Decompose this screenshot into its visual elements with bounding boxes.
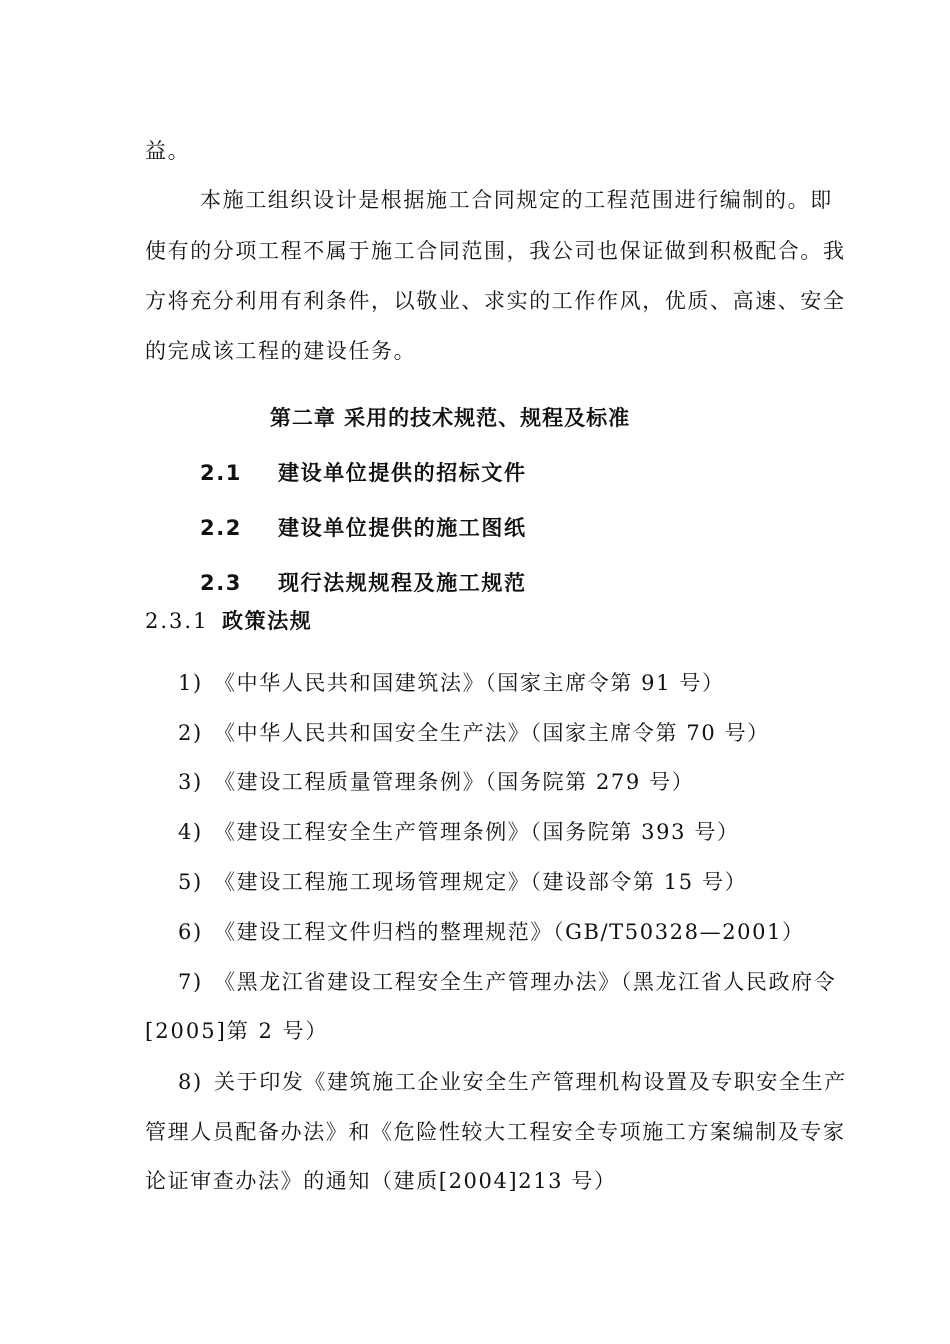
chapter-title: 第二章 采用的技术规范、规程及标准 <box>269 406 631 430</box>
list-item <box>178 767 848 797</box>
section-title: 建设单位提供的招标文件 <box>278 461 527 485</box>
list-item-number: 6) <box>178 920 203 944</box>
list-item-text: 《建设工程安全生产管理条例》（国务院第 393 号） <box>214 820 740 844</box>
section-title: 现行法规规程及施工规范 <box>278 571 527 595</box>
list-item-continuation: [2005]第 2 号） <box>145 1019 329 1043</box>
list-item-text: 《建设工程文件归档的整理规范》（GB/T50328—2001） <box>214 920 805 944</box>
paragraph-line: 方将充分利用有利条件，以敬业、求实的工作作风，优质、高速、安全 <box>145 289 846 313</box>
paragraph-line: 本施工组织设计是根据施工合同规定的工程范围进行编制的。即 <box>200 188 833 212</box>
list-item-number: 8) <box>178 1070 203 1094</box>
list-item-text: 《建设工程施工现场管理规定》（建设部令第 15 号） <box>214 870 748 894</box>
section-number: 2.3 <box>200 571 243 595</box>
list-item <box>178 718 848 748</box>
paragraph-tail: 益。 <box>145 139 191 163</box>
list-item <box>178 1067 848 1097</box>
list-item <box>178 917 848 947</box>
list-item-text: 《中华人民共和国安全生产法》（国家主席令第 70 号） <box>214 721 770 745</box>
list-item-number: 7) <box>178 970 203 994</box>
list-item-number: 1) <box>178 671 203 695</box>
list-item-continuation: 论证审查办法》的通知（建质[2004]213 号） <box>145 1169 617 1193</box>
section-number: 2.2 <box>200 516 243 540</box>
subsection-number: 2.3.1 <box>145 609 209 633</box>
list-item-number: 4) <box>178 820 203 844</box>
list-item-number: 3) <box>178 770 203 794</box>
section-number: 2.1 <box>200 461 243 485</box>
list-item-number: 5) <box>178 870 203 894</box>
subsection-title: 政策法规 <box>222 609 313 633</box>
list-item-number: 2) <box>178 721 203 745</box>
list-item <box>178 867 848 897</box>
list-item-text: 《黑龙江省建设工程安全生产管理办法》（黑龙江省人民政府令 <box>214 970 837 994</box>
list-item-text: 关于印发《建筑施工企业安全生产管理机构设置及专职安全生产 <box>214 1070 847 1094</box>
list-item <box>178 668 848 698</box>
paragraph-line: 使有的分项工程不属于施工合同范围，我公司也保证做到积极配合。我 <box>145 239 846 263</box>
list-item-text: 《建设工程质量管理条例》（国务院第 279 号） <box>214 770 695 794</box>
list-item-text: 《中华人民共和国建筑法》（国家主席令第 91 号） <box>214 671 725 695</box>
list-item <box>178 967 848 997</box>
list-item-continuation: 管理人员配备办法》和《危险性较大工程安全专项施工方案编制及专家 <box>145 1120 846 1144</box>
paragraph-line: 的完成该工程的建设任务。 <box>145 339 417 363</box>
section-title: 建设单位提供的施工图纸 <box>278 516 527 540</box>
list-item <box>178 817 848 847</box>
